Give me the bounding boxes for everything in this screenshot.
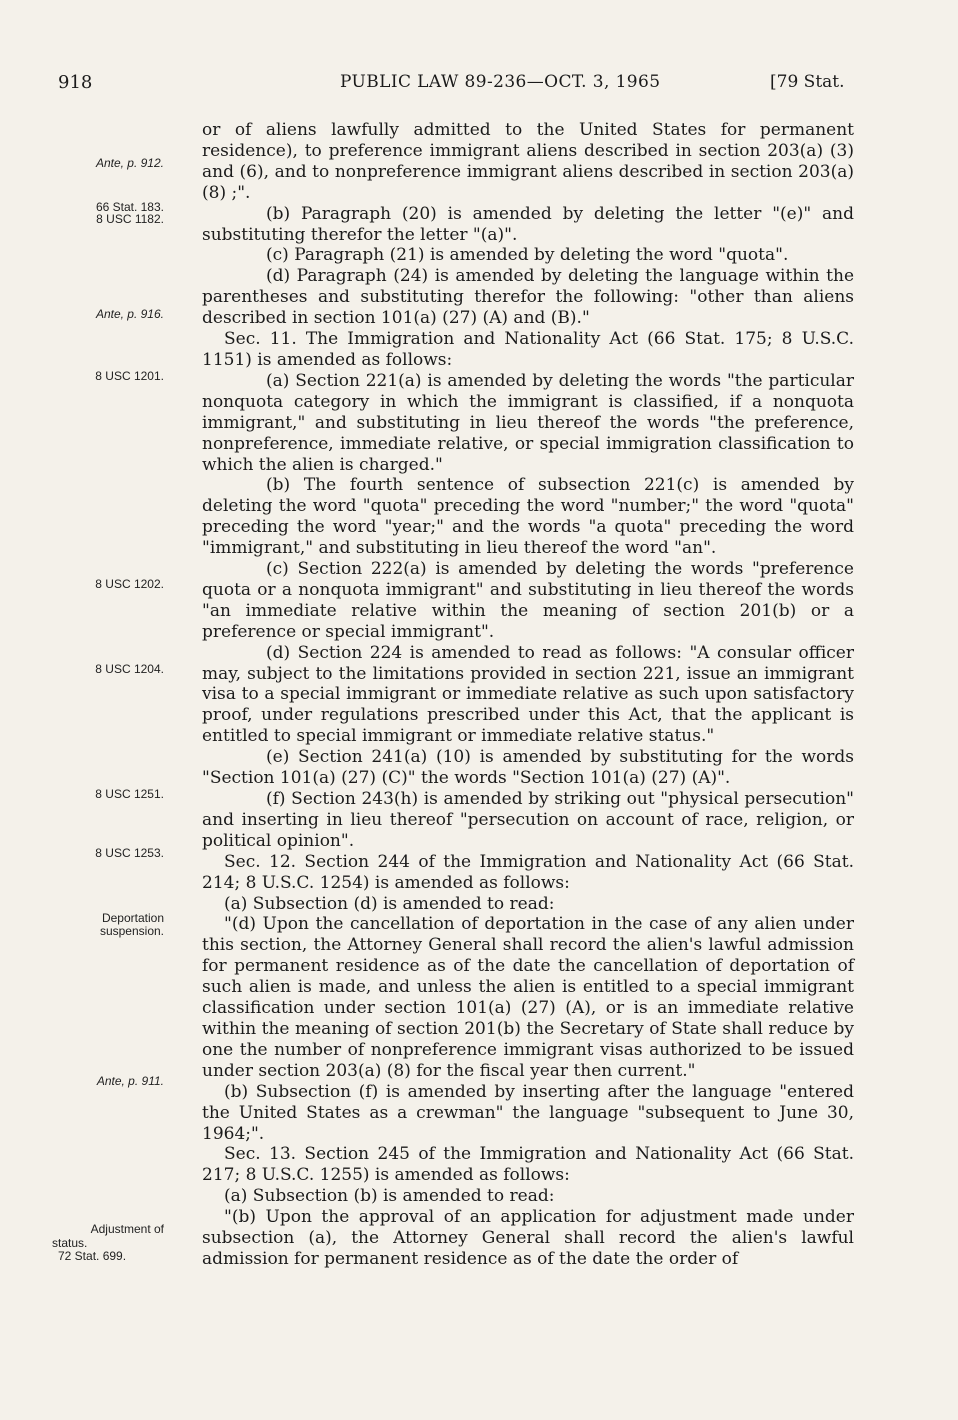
- paragraph: (d) Section 224 is amended to read as follows: "A consular officer may, subject to the limitations provided in section 221, issue an immigrant visa to a special immigrant or immediate relative as such upon satisfactory proof, under regulations prescribed under this Act, that the applicant is entitled to special immigrant or immediate relative status.": [202, 642, 854, 747]
- section-heading-paragraph: Sec. 11. The Immigration and Nationality Act (66 Stat. 175; 8 U.S.C. 1151) is amended as follows:: [202, 329, 854, 370]
- paragraph: "(b) Upon the approval of an application for adjustment made under subsection (a), the Attorney General shall record the alien's lawful admission for permanent residence as of the date the order of: [202, 1207, 854, 1269]
- paragraph: (c) Section 222(a) is amended by deleting the words "preference quota or a nonquota immigrant" and substituting in lieu thereof the words "an immediate relative within the meaning of section 201(b) or a preference or special immigrant".: [202, 559, 854, 642]
- paragraph: (a) Subsection (d) is amended to read:: [224, 893, 555, 914]
- running-head: PUBLIC LAW 89-236—OCT. 3, 1965: [340, 72, 661, 92]
- margin-note: 8 USC 1202.: [95, 577, 164, 591]
- paragraph: (e) Section 241(a) (10) is amended by substituting for the words "Section 101(a) (27) (C)" the words "Section 101(a) (27) (A)".: [202, 747, 854, 789]
- paragraph: (b) Subsection (f) is amended by inserting after the language "entered the United States as a crewman" the language "subsequent to June 30, 1964;".: [202, 1081, 854, 1144]
- paragraph: (a) Section 221(a) is amended by deleting the words "the particular nonquota category in which the immigrant is classified, if a nonquota immigrant," and substituting in lieu thereof the words "the preference, nonpreference, immediate relative, or special immigration classification to which the alien is charged.": [202, 370, 854, 475]
- margin-note: 8 USC 1204.: [95, 662, 164, 676]
- margin-note: Deportation: [101, 911, 164, 925]
- running-header: [0, 72, 958, 98]
- paragraph: (b) The fourth sentence of subsection 221(c) is amended by deleting the word "quota" preceding the word "number;" the word "quota" preceding the word "year;" and the words "a quota" preceding the word "immigrant," and substituting in lieu thereof the word "an".: [202, 475, 854, 559]
- paragraph: or of aliens lawfully admitted to the United States for permanent residence), to preference immigrant aliens described in section 203(a) (3) and (6), and to nonpreference immigrant aliens described in section 203(a) (8) ;".: [202, 120, 854, 203]
- paragraph: (d) Paragraph (24) is amended by deleting the language within the parentheses and substituting therefor the following: "other than aliens described in section 101(a) (27) (A) and (B).": [202, 266, 854, 329]
- section-heading-paragraph: Sec. 13. Section 245 of the Immigration and Nationality Act (66 Stat. 217; 8 U.S.C. 1255) is amended as follows:: [202, 1144, 854, 1186]
- paragraph: (f) Section 243(h) is amended by striking out "physical persecution" and inserting in lieu thereof "persecution on account of race, religion, or political opinion".: [202, 789, 854, 851]
- margin-note: 8 USC 1201.: [95, 369, 164, 383]
- margin-note: 8 USC 1182.: [96, 212, 164, 226]
- margin-note: 66 Stat. 183.: [95, 200, 164, 214]
- paragraph: (b) Paragraph (20) is amended by deleting the letter "(e)" and substituting therefor the letter "(a)".: [202, 203, 854, 245]
- margin-note: 8 USC 1251.: [95, 787, 164, 801]
- page-number: 918: [58, 72, 93, 93]
- margin-note: Ante, p. 911.: [96, 1074, 164, 1088]
- paragraph: "(d) Upon the cancellation of deportation in the case of any alien under this section, the Attorney General shall record the alien's lawful admission for permanent residence as of the date the cancellation of deportation of such alien is made, and unless the alien is entitled to a special immigrant classification under section 101(a) (27) (A), or is an immediate relative within the meaning of section 201(b) the Secretary of State shall reduce by one the number of nonpreference immigrant visas authorized to be issued under section 203(a) (8) for the fiscal year then current.": [202, 914, 854, 1081]
- volume-label: [79 Stat.: [770, 72, 845, 92]
- statute-body: [202, 120, 854, 1270]
- margin-note: Adjustment of: [90, 1222, 164, 1236]
- paragraph: (a) Subsection (b) is amended to read:: [224, 1186, 555, 1207]
- margin-note: Ante, p. 912.: [95, 156, 164, 170]
- margin-note: 8 USC 1253.: [95, 846, 164, 860]
- margin-note: Ante, p. 916.: [95, 307, 164, 321]
- section-heading-paragraph: Sec. 12. Section 244 of the Immigration and Nationality Act (66 Stat. 214; 8 U.S.C. 1254) is amended as follows:: [202, 851, 854, 893]
- paragraph: (c) Paragraph (21) is amended by deleting the word "quota".: [266, 245, 789, 266]
- margin-note: 72 Stat. 699.: [58, 1249, 127, 1263]
- margin-note: status.: [52, 1236, 88, 1250]
- margin-note: suspension.: [99, 924, 164, 938]
